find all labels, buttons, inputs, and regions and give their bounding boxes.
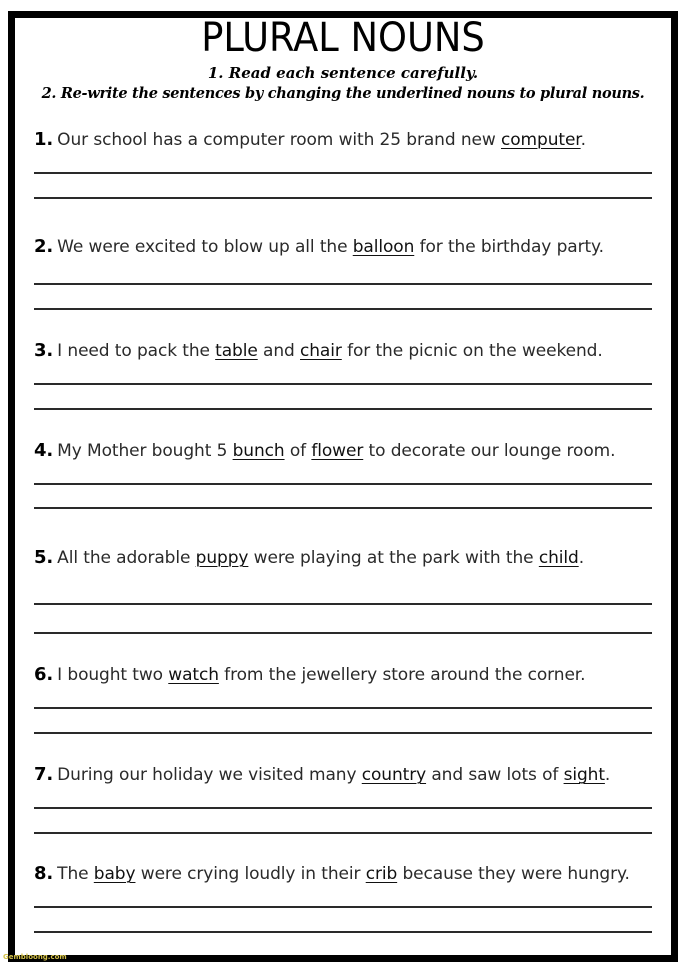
question-8 bbox=[34, 863, 654, 885]
sentence-text: and saw lots of bbox=[426, 765, 564, 785]
question-number: 8. bbox=[34, 863, 54, 884]
sentence-text: My Mother bought 5 bbox=[57, 441, 233, 461]
underlined-noun: chair bbox=[300, 341, 342, 361]
underlined-noun: computer bbox=[501, 130, 581, 150]
question-5 bbox=[34, 547, 654, 569]
answer-line-2b[interactable] bbox=[34, 308, 652, 310]
question-number: 5. bbox=[34, 547, 54, 568]
sentence-text: were crying loudly in their bbox=[135, 864, 366, 884]
sentence-text: for the picnic on the weekend. bbox=[341, 341, 603, 361]
underlined-noun: country bbox=[361, 765, 427, 785]
underlined-noun: table bbox=[215, 341, 258, 361]
underlined-noun: balloon bbox=[352, 237, 415, 257]
answer-line-1b[interactable] bbox=[34, 197, 652, 199]
sentence-text: The bbox=[57, 864, 94, 884]
underlined-noun: sight bbox=[563, 765, 605, 785]
instruction-2: 2. Re-write the sentences by changing the underlined nouns to plural nouns. bbox=[41, 85, 645, 102]
underlined-noun: bunch bbox=[232, 441, 285, 461]
sentence-text: for the birthday party. bbox=[414, 237, 604, 257]
sentence-text: because they were hungry. bbox=[397, 864, 630, 884]
question-7 bbox=[34, 764, 654, 786]
underlined-noun: crib bbox=[365, 864, 398, 884]
question-number: 3. bbox=[34, 340, 54, 361]
sentence-text: I bought two bbox=[57, 665, 169, 685]
question-number: 7. bbox=[34, 764, 54, 785]
answer-line-2a[interactable] bbox=[34, 283, 652, 285]
worksheet-border bbox=[8, 11, 678, 962]
answer-line-8b[interactable] bbox=[34, 931, 652, 933]
answer-line-5b[interactable] bbox=[34, 632, 652, 634]
question-4 bbox=[34, 440, 654, 462]
sentence-text: Our school has a computer room with 25 brand new bbox=[57, 130, 501, 150]
worksheet-title: PLURAL NOUNS bbox=[201, 15, 485, 61]
sentence-text: All the adorable bbox=[57, 548, 196, 568]
underlined-noun: puppy bbox=[195, 548, 249, 568]
sentence-text: We were excited to blow up all the bbox=[57, 237, 353, 257]
question-6 bbox=[34, 664, 654, 686]
sentence-text: . bbox=[580, 130, 586, 150]
watermark: Gembloong.com bbox=[3, 953, 67, 961]
answer-line-3a[interactable] bbox=[34, 383, 652, 385]
question-number: 2. bbox=[34, 236, 54, 257]
question-3 bbox=[34, 340, 654, 362]
question-number: 1. bbox=[34, 129, 54, 150]
question-number: 4. bbox=[34, 440, 54, 461]
answer-line-6a[interactable] bbox=[34, 707, 652, 709]
answer-line-7b[interactable] bbox=[34, 832, 652, 834]
question-1 bbox=[34, 129, 654, 151]
answer-line-4a[interactable] bbox=[34, 483, 652, 485]
answer-line-5a[interactable] bbox=[34, 603, 652, 605]
answer-line-3b[interactable] bbox=[34, 408, 652, 410]
instruction-1: 1. Read each sentence carefully. bbox=[207, 64, 479, 82]
answer-line-8a[interactable] bbox=[34, 906, 652, 908]
sentence-text: from the jewellery store around the corner. bbox=[218, 665, 586, 685]
sentence-text: of bbox=[284, 441, 312, 461]
sentence-text: and bbox=[257, 341, 301, 361]
sentence-text: During our holiday we visited many bbox=[57, 765, 362, 785]
underlined-noun: flower bbox=[311, 441, 364, 461]
underlined-noun: watch bbox=[168, 665, 219, 685]
answer-line-4b[interactable] bbox=[34, 507, 652, 509]
question-number: 6. bbox=[34, 664, 54, 685]
sentence-text: I need to pack the bbox=[57, 341, 216, 361]
answer-line-7a[interactable] bbox=[34, 807, 652, 809]
answer-line-1a[interactable] bbox=[34, 172, 652, 174]
underlined-noun: child bbox=[538, 548, 579, 568]
sentence-text: . bbox=[604, 765, 611, 785]
answer-line-6b[interactable] bbox=[34, 732, 652, 734]
sentence-text: to decorate our lounge room. bbox=[363, 441, 616, 461]
sentence-text: were playing at the park with the bbox=[248, 548, 539, 568]
underlined-noun: baby bbox=[93, 864, 136, 884]
sentence-text: . bbox=[578, 548, 584, 568]
question-2 bbox=[34, 236, 654, 258]
